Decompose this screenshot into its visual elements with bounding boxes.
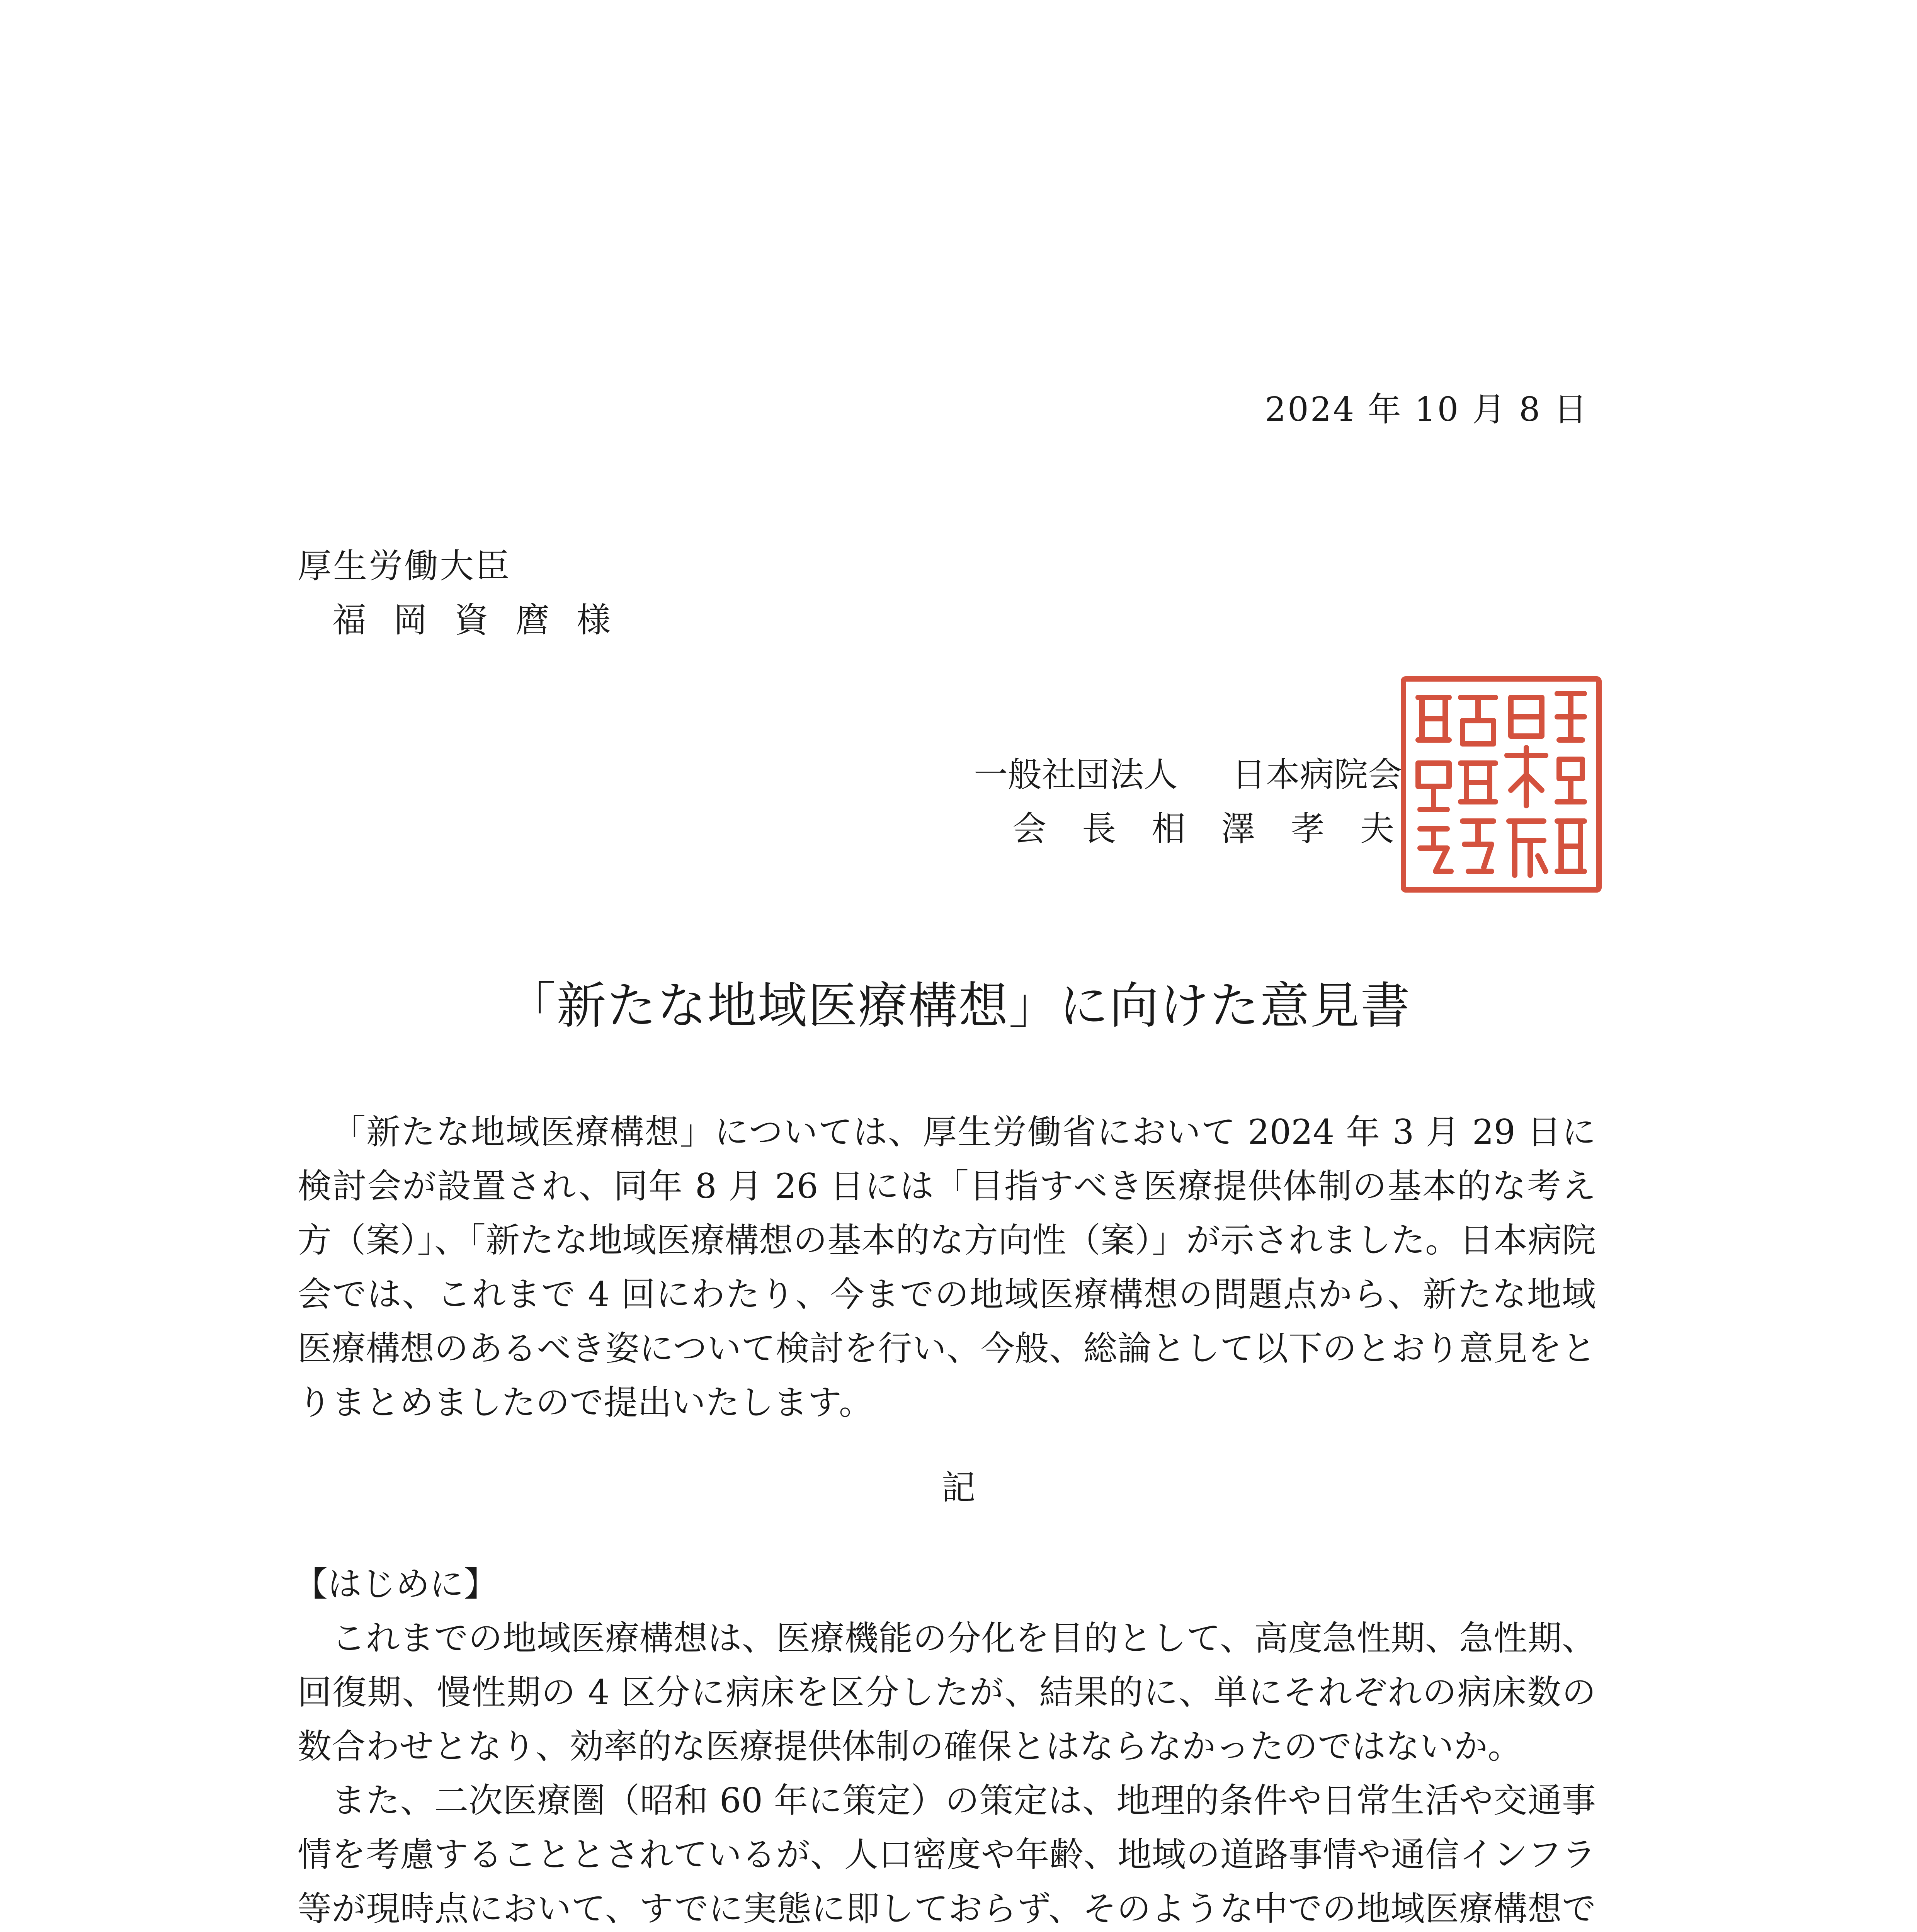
- section-paragraph: これまでの地域医療構想は、医療機能の分化を目的として、高度急性期、急性期、回復期、慢性期の 4 区分に病床を区分したが、結果的に、単にそれぞれの病床数の数合わせとなり、効率的な医療提供体制の確保とはならなかったのではないか。: [298, 1618, 1596, 1766]
- document-date: 2024 年 10 月 8 日: [1265, 390, 1589, 429]
- addressee-title: 厚生労働大臣: [298, 546, 511, 586]
- document-title: 「新たな地域医療構想」に向けた意見書: [506, 977, 1411, 1035]
- sender-organization: [974, 748, 1402, 796]
- sender-org-type: 一般社団法人: [974, 755, 1178, 794]
- section-paragraph: また、二次医療圏（昭和 60 年に策定）の策定は、地理的条件や日常生活や交通事情を考慮することとされているが、人口密度や年齢、地域の道路事情や通信インフラ等が現時点において、すでに実態に即しておらず、そのような中での地域医療構想で: [298, 1781, 1596, 1929]
- intro-paragraph: 「新たな地域医療構想」については、厚生労働省において 2024 年 3 月 29 日に検討会が設置され、同年 8 月 26 日には「目指すべき医療提供体制の基本的な考え方（案）」、「新たな地域医療構想の基本的な方向性（案）」が示されました。日本病院会では、これまで 4 回にわたり、今までの地域医療構想の問題点から、新たな地域医療構想のあるべき姿について検討を行い、今般、総論として以下のとおり意見をとりまとめましたので提出いたします。: [298, 1112, 1596, 1422]
- addressee-name: 福岡資麿様: [332, 600, 638, 640]
- ki-marker: 記: [941, 1468, 976, 1507]
- sender-name: 会長相澤孝夫: [1012, 809, 1430, 849]
- section-heading: 【はじめに】: [294, 1564, 498, 1604]
- official-seal-stamp: [1399, 674, 1604, 895]
- section-body: [298, 1611, 1596, 1932]
- sender-org-name: 日本病院会: [1232, 755, 1402, 794]
